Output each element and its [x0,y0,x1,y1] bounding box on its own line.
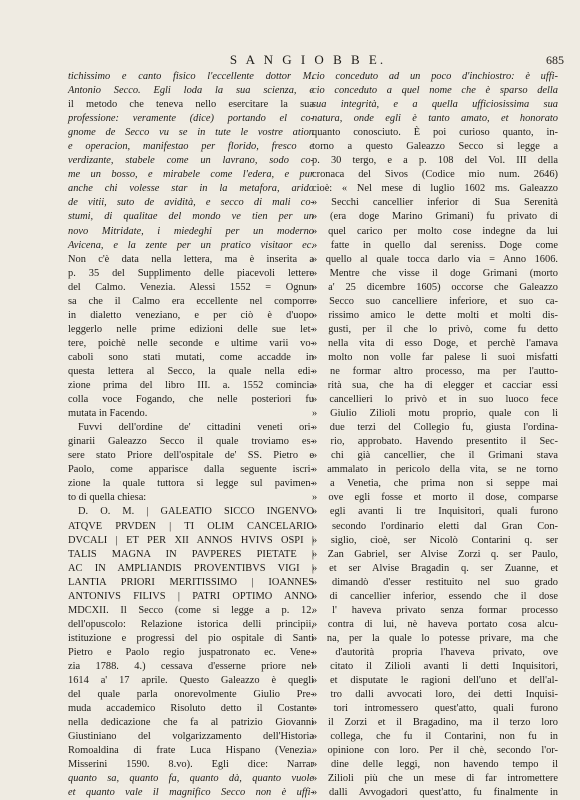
text-line: cio conceduto a quel nome che è sparso della [312,85,558,97]
text-line: anche chi volesse star in la metafora, arido [68,183,314,195]
running-title: S A N G I O B B E. [229,52,387,67]
text-line: stumi, di qualitae del mondo ve tien per un [68,211,314,223]
text-line: tichissimo e canto fisico l'eccellente dottor M. [68,71,314,82]
text-line: » due terzi del Collegio fu, giusta l'ordina- [312,422,558,434]
running-head [52,52,564,68]
text-line: » nella vita di esso Doge, et perchè l'amava [312,337,558,349]
text-line: Romoaldina di frate Luca Hispano (Venezia. [68,745,314,757]
text-line: e operacion, manifestao per florido, fresco e [68,141,314,153]
text-line: » fatte in quello dal sereniss. Doge come [312,239,558,251]
text-line: » a' 25 dicembre 1605) occorse che Galeazzo [312,281,558,293]
text-line: » Secchi cancellier inferior di Sua Serenità [312,197,558,209]
text-line: » gusti, per il che lo privò, come fu detto [312,323,558,335]
text-line: Non c'è data nella lettera, ma è inserita a [68,253,314,265]
text-line: professione: veramente (dice) portando el co- [68,113,314,125]
text-line: » rio, approbato. Havendo presentito il Sec- [312,436,558,448]
text-line: » (era doge Marino Grimani) fu privato di [312,211,558,223]
text-line: cioè: « Nel mese di luglio 1602 ms. Galeazzo [312,183,558,195]
text-line: » Secco suo cancelliere inferiore, et suo ca- [312,295,558,307]
text-line: Avicena, e la zente per un pratico visitaor ec. [68,239,314,251]
text-line: tere, poichè nelle seconde e ultime varii vo- [68,337,314,349]
text-line: gnome de Secco vu se in tute le vostre ation [68,127,314,139]
text-line: del Calmo. Venezia. Alessi 1552 = Ognun [68,281,314,293]
text-line: » a Venetia, che prima non si seppe mai [312,478,558,490]
text-line: TALIS MAGNA IN PAVPERES PIETATE | [68,548,314,560]
text-line: » tro dalli avvocati loro, dei detti Inquisi- [312,689,558,701]
text-line: 1614 a' 17 aprile. Questo Galeazzo è quegli [68,675,314,687]
text-line: Misserini 1590. 8.vo). Egli dice: Narrar [68,759,314,771]
text-line: et quanto vale il magnifico Secco non è uffi- [68,787,314,799]
text-line: » secondo l'ordinario eletti dal Gran Con- [312,520,558,532]
text-line: cio conceduto ad un poco d'inchiostro: è uffi- [312,71,558,82]
text-line: quanto conosciuto. È poi curioso quanto, in- [312,127,558,139]
text-line: » contra di lui, nè haveva portato cosa alcu- [312,618,558,630]
text-line: zia 1788. 4.) cessava d'esserne priore nel [68,660,314,672]
text-line: » opinione con loro. Per il chè, secondo l'or- [312,745,558,757]
text-line: » rissimo amico le dette molti et molti dis- [312,309,558,321]
text-line: me un bosso, e mirabele come l'edera, e pur [68,169,314,181]
text-line: dell'opuscolo: Relazione istorica delli principii, [68,618,314,630]
text-line: caboli sono stati mutati, come accadde in [68,351,314,363]
text-line: quanto sa, quanto fa, quanto dà, quanto vuole [68,773,314,785]
text-line: zione la quale tuttora si legge sul pavimen- [68,478,314,490]
text-line: » dalli Avvogadori quest'atto, fu finalmente in [312,787,558,799]
text-line: » Zilioli più che un mese di far intromettere [312,773,558,785]
text-line: » rità sua, che ha di elegger et cacciar essi [312,380,558,392]
text-line: » cancellieri lo privò et in suo luoco fece [312,394,558,406]
text-line: » na, per la quale lo potesse privare, ma che [312,632,558,644]
text-line: natura, onde egli è tanto amato, et honorato [312,113,558,125]
text-line: » ne formar altro processo, ma per l'autto- [312,365,558,377]
text-line: p. 35 del Supplimento delle piacevoli lettere [68,267,314,279]
text-line: AC IN AMPLIANDIS PROVENTIBVS VIGI | [68,562,314,574]
text-line: cronaca del Sivos (Codice mio num. 2646) [312,169,558,181]
text-line: p. 30 tergo, e a p. 108 del Vol. III della [312,155,558,167]
text-line: » quel carico per molto cose indegne da lui [312,225,558,237]
text-line: sa che il Calmo era eccellente nel comporre [68,295,314,307]
text-line: » l' haveva privato senza formar processo [312,604,558,616]
text-line: » chi già cancellier, che il Grimani stava [312,450,558,462]
text-line: leggerlo nelle prime edizioni delle sue let- [68,323,314,335]
text-line: ANTONIVS FILIVS | PATRI OPTIMO ANNO [68,590,314,602]
text-line: mutata in Facendo. [68,408,148,420]
left-text-column [68,70,314,799]
text-line: in dialetto veneziano, e per ciò è d'uopo [68,309,314,321]
text-line: del quale parla onorevolmente Giulio Pre- [68,689,314,701]
text-line: » il Zorzi et il Bragadino, ma il terzo loro [312,717,558,729]
text-line: » siglio, cioè, ser Nicolò Contarini q. ser [312,534,558,546]
text-line: » Giulio Zilioli motu proprio, quale con li [312,408,558,420]
text-line: LANTIA PRIORI MERITISSIMO | IOANNES [68,576,314,588]
page-number: 685 [546,53,564,67]
text-line: il metodo che teneva nello esercitare la sua [68,99,314,111]
text-line: ATQVE PRVDEN | TI OLIM CANCELARIO [68,520,314,532]
text-line: » d'autorità propria l'haveva privato, ove [312,646,558,658]
text-line: » quello al quale tocca darlo via = Anno 1606. [312,253,558,265]
text-line: sere stato Priore dell'ospitale de' SS. Pietro e [68,450,314,462]
text-line: » Mentre che visse il doge Grimani (morto [312,267,558,279]
text-line: » et ser Alvise Bragadin q. ser Zuanne, et [312,562,558,574]
text-line: » tori intromessero quest'atto, quali furono [312,703,558,715]
text-line: ginarii Galeazzo Secco il quale troviamo es- [68,436,314,448]
text-line: » egli avanti li tre Inquisitori, quali furono [312,506,558,518]
text-line: » molto non volle far palese li suoi misfatti [312,351,558,363]
right-text-column [312,70,558,799]
text-line: MDCXII. Il Secco (come si legge a p. 12. [68,604,314,616]
text-line: Giustiniano del volgarizzamento dell'Historia [68,731,314,743]
text-line: Pietro e Paolo regio juspatronato ec. Vene- [68,646,314,658]
text-line: Fuvvi dell'ordine de' cittadini veneti ori- [78,422,314,434]
text-line: » ammalato in pericolo della vita, se ne torno [312,464,558,476]
text-line: nella dedicazione che fa al patrizio Giovanni [68,717,314,729]
text-line: » di cancellier inferior, essendo che il dose [312,590,558,602]
text-line: to di quella chiesa: [68,492,147,504]
text-line: verdizante, stabele come un lavrano, sodo co- [68,155,314,167]
text-line: sua integrità, e a quella ufficiosissima sua [312,99,558,111]
text-line: » et disputate le ragioni dell'uno et dell'al- [312,675,558,687]
text-line: Antonio Secco. Egli loda la sua scienza, e [68,85,314,97]
text-line: » dimandò d'esser restituito nel suo grado [312,576,558,588]
text-line: questa lettera al Secco, la quale nella edi- [68,365,314,377]
text-line: novo Mitridate, i miedeghi per un moderno [68,225,314,237]
text-line: de vitii, suto de avidità, e secco di mali co- [68,197,314,209]
text-line: » ove egli fosse et morto il dose, comparse [312,492,558,504]
text-line: DVCALI | ET PER XII ANNOS HVIVS OSPI | [68,534,314,546]
text-line: Paolo, come apparisce dalla seguente iscri- [68,464,314,476]
text-line: » citato il Zilioli avanti li detti Inquisitori, [312,660,558,672]
text-line: muda accademico Risoluto detto il Costante [68,703,314,715]
text-line: colla voce Fogando, che nelle posteriori fu [68,394,314,406]
text-line: » Zan Gabriel, ser Alvise Zorzi q. ser Paulo, [312,548,558,560]
text-line: D. O. M. | GALEATIO SICCO INGENVO [78,506,314,518]
text-line: istituzione e progressi del pio ospitale di Santi [68,632,314,644]
text-line: zione prima del libro III. a. 1552 comincia [68,380,314,392]
text-line: » collega, che fu il Contarini, non fu in [312,731,558,743]
text-line: » dine delle leggi, non havendo tempo il [312,759,558,771]
text-line: torno a questo Galeazzo Secco si legge a [312,141,558,153]
